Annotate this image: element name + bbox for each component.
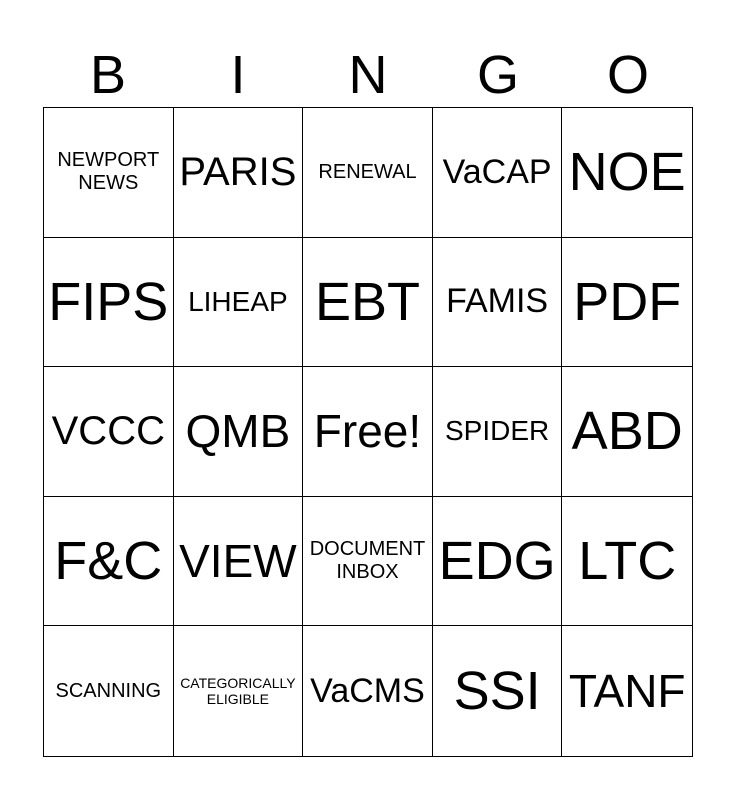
bingo-cell-label: FAMIS (446, 282, 549, 321)
bingo-cell-label: QMB (185, 405, 291, 458)
header-letter-b: B (89, 45, 127, 105)
bingo-cell[interactable] (303, 367, 433, 497)
bingo-cell[interactable] (44, 626, 174, 756)
bingo-cell[interactable] (433, 367, 563, 497)
bingo-cell-label: F&C (54, 531, 163, 592)
bingo-cell[interactable] (433, 108, 563, 238)
bingo-cell[interactable] (303, 238, 433, 368)
bingo-cell[interactable] (44, 108, 174, 238)
bingo-cell[interactable] (433, 497, 563, 627)
bingo-cell-label: LIHEAP (188, 285, 288, 317)
bingo-cell-label: PDF (573, 271, 682, 332)
bingo-grid (43, 107, 693, 757)
bingo-cell[interactable] (44, 367, 174, 497)
header-letter-n: N (348, 45, 388, 105)
bingo-cell[interactable] (303, 497, 433, 627)
bingo-cell-label: EBT (314, 271, 420, 332)
bingo-cell-label: VaCAP (442, 152, 552, 191)
bingo-cell[interactable] (433, 238, 563, 368)
bingo-cell[interactable] (174, 367, 304, 497)
bingo-cell-label: PARIS (179, 150, 297, 195)
header-letter-o: O (606, 45, 649, 105)
bingo-cell-label: ABD (571, 401, 683, 462)
bingo-cell[interactable] (433, 626, 563, 756)
bingo-cell-label: VIEW (179, 534, 297, 587)
bingo-cell-label: TANF (568, 664, 686, 717)
bingo-cell[interactable] (303, 108, 433, 238)
bingo-cell-label: DOCUMENT INBOX (309, 538, 426, 584)
bingo-cell-label: CATEGORICALLY ELIGIBLE (180, 675, 296, 708)
bingo-cell[interactable] (174, 108, 304, 238)
bingo-cell[interactable] (562, 626, 692, 756)
bingo-cell[interactable] (174, 626, 304, 756)
bingo-cell[interactable] (562, 367, 692, 497)
header-letter-g: G (476, 45, 519, 105)
bingo-cell-label: FIPS (48, 271, 169, 332)
bingo-cell-label: EDG (438, 531, 556, 592)
bingo-cell[interactable] (562, 108, 692, 238)
bingo-cell[interactable] (303, 626, 433, 756)
bingo-cell-label: VaCMS (310, 671, 425, 710)
bingo-cell-label: RENEWAL (318, 160, 417, 183)
bingo-cell[interactable] (44, 238, 174, 368)
header-letter-i: I (230, 45, 246, 105)
bingo-cell-label: SPIDER (444, 415, 550, 447)
bingo-cell[interactable] (562, 238, 692, 368)
bingo-cell-label: VCCC (51, 409, 165, 454)
bingo-cell-label: NEWPORT NEWS (57, 149, 160, 195)
bingo-cell-label: LTC (578, 531, 677, 592)
bingo-cell[interactable] (44, 497, 174, 627)
bingo-cell-label: SCANNING (55, 679, 162, 702)
bingo-cell-label: SSI (453, 661, 541, 722)
bingo-cell[interactable] (174, 238, 304, 368)
bingo-cell-label: NOE (568, 142, 686, 203)
bingo-cell[interactable] (174, 497, 304, 627)
bingo-header (43, 44, 693, 106)
bingo-cell[interactable] (562, 497, 692, 627)
bingo-cell-label: Free! (313, 405, 422, 458)
